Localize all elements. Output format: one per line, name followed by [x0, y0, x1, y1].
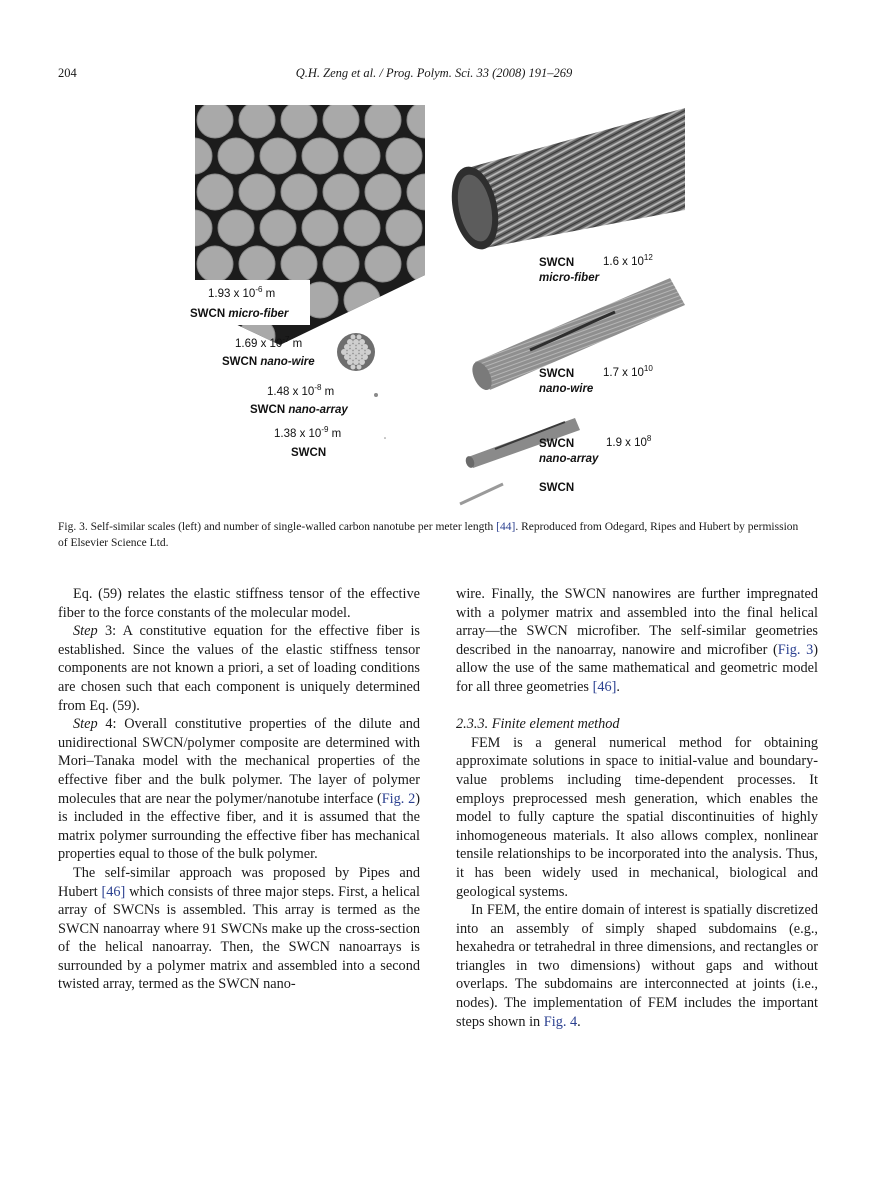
swcn-dot — [384, 437, 386, 439]
swcn-name-label: SWCN — [291, 447, 327, 459]
microfiber-cylinder — [445, 108, 685, 254]
right-microfiber-name: SWCN — [539, 257, 575, 269]
microfiber-name-label: SWCN micro-fiber — [190, 308, 289, 320]
caption-text: Fig. 3. Self-similar scales (left) and number of single-walled carbon nanotube per meter length — [58, 521, 497, 533]
section-heading: 2.3.3. Finite element method — [456, 716, 620, 733]
right-paragraph-3: In FEM, the entire domain of interest is spatially discretized into an assembly of simply shaped subdomains (e.g., hexahedra or tetrahedral in three dimensions, and rectangles or triangles in two dimensions) without gaps and without overlaps. The subdomains are interconnected at joints (i.e., nodes). The implementation of FEM includes the important steps shown in Fig. 4. — [456, 902, 818, 1030]
nanoarray-dot — [374, 393, 378, 397]
right-microfiber-count: 1.6 x $10^{12}$ — [603, 253, 653, 268]
left-paragraph-1: Eq. (59) relates the elastic stiffness tensor of the effective fiber to the force constants of the molecular model. — [58, 586, 420, 621]
caption-ref-44[interactable]: [44] — [496, 521, 516, 533]
ref-fig-2[interactable]: Fig. 2 — [381, 790, 416, 807]
nanowire-name-label: SWCN nano-wire — [222, 356, 315, 368]
right-nanoarray-subname: nano-array — [539, 453, 599, 465]
left-paragraph-4: The self-similar approach was proposed by Pipes and Hubert [46] which consists of three major steps. First, a helical array of SWCNs is assembled. This array is termed as the SWCN nanoarray where 91 SWCNs make up the cross-section of the helical nanoarray. Then, the SWCN nanoarrays is surrounded by a polymer matrix and assembled into a second twisted array, termed as the SWCN nano- — [58, 864, 420, 993]
ref-46[interactable]: [46] — [101, 883, 126, 900]
right-column — [456, 585, 818, 1031]
right-nanoarray-count: 1.9 x $10^8$ — [606, 434, 652, 449]
nanoarray-size-label: 1.48 x $10^{-8}$ m — [267, 383, 335, 398]
swcn-tube — [460, 484, 503, 504]
ref-fig-3[interactable]: Fig. 3 — [777, 641, 814, 658]
right-nanoarray-name: SWCN — [539, 438, 575, 450]
swcn-size-label: 1.38 x $10^{-9}$ m — [274, 425, 342, 440]
nanoarray-name-label: SWCN nano-array — [250, 404, 348, 416]
right-paragraph-1: wire. Finally, the SWCN nanowires are further impregnated with a polymer matrix and assembled into the final helical array—the SWCN microfiber. The self-similar geometries described in the nanoarray, nanowire and microfiber (Fig. 3) allow the use of the same mathematical and geometric model for all three geometries [46]. — [456, 586, 818, 695]
page-number: 204 — [58, 66, 77, 80]
figure-3 — [185, 100, 700, 515]
nanowire-cross-section — [337, 333, 375, 371]
microfiber-size-label: 1.93 x $10^{-6}$ m — [208, 285, 276, 300]
right-nanowire-subname: nano-wire — [539, 383, 594, 395]
nanowire-size-label: 1.69 x $10^{-7}$ m — [235, 335, 303, 350]
right-nanowire-name: SWCN — [539, 368, 575, 380]
right-nanowire-count: 1.7 x $10^{10}$ — [603, 364, 653, 379]
running-head: Q.H. Zeng et al. / Prog. Polym. Sci. 33 (2008) 191–269 — [295, 66, 573, 80]
ref-46-b[interactable]: [46] — [592, 678, 617, 695]
left-column — [58, 585, 420, 994]
figure-caption — [58, 519, 810, 551]
left-paragraph-3: Step 4: Overall constitutive properties of the dilute and unidirectional SWCN/polymer composite are determined with Mori–Tanaka model with the mechanical properties of the effective fiber and the bulk polymer. The layer of polymer molecules that are near the polymer/nanotube interface (Fig. 2) is included in the effective fiber, and it is assumed that the matrix polymer surrounding the effective fiber has mechanical properties equal to those of the bulk polymer. — [58, 716, 420, 863]
ref-fig-4[interactable]: Fig. 4 — [543, 1013, 578, 1030]
right-paragraph-2: FEM is a general numerical method for obtaining approximate solutions in space to initial-value and boundary-value problems including time-dependent processes. It employs preprocessed mesh generation, which enables the model to fully capture the spatial discontinuities of highly inhomogeneous materials. It also allows complex, nonlinear tensile relationships to be incorporated into the analysis. Thus, it has been widely used in mechanical, biological and geological systems. — [456, 734, 818, 900]
right-microfiber-subname: micro-fiber — [539, 272, 600, 284]
left-paragraph-2: Step 3: A constitutive equation for the effective fiber is established. Since the values of the elastic stiffness tensor components are not known a priori, a set of loading conditions are chosen such that each component is uniquely determined from Eq. (59). — [58, 623, 420, 714]
caption-text-tail: . Reproduced from Odegard, Ripes and Hubert by permission of Elsevier Science Ltd. — [58, 521, 799, 549]
right-swcn-name: SWCN — [539, 482, 575, 494]
page-header — [58, 66, 810, 86]
